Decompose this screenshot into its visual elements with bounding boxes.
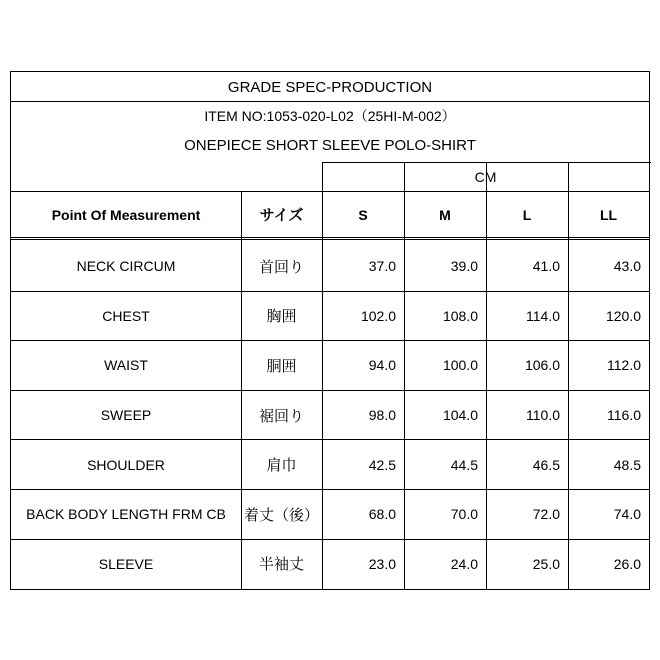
measurement-name-jp: 肩巾 — [266, 457, 297, 475]
spec-sheet — [10, 71, 650, 590]
measurement-name: CHEST — [102, 307, 150, 324]
value-m: 100.0 — [442, 357, 478, 374]
value-s: 94.0 — [368, 357, 396, 374]
measurement-name-jp: 首回り — [258, 258, 304, 276]
unit-label: CM — [474, 169, 497, 185]
value-m: 104.0 — [442, 407, 478, 424]
value-s: 37.0 — [368, 258, 396, 275]
column-header-m: M — [439, 206, 451, 223]
value-m: 39.0 — [450, 258, 478, 275]
value-ll: 120.0 — [605, 307, 641, 324]
measurement-name-jp: 胴囲 — [266, 357, 297, 375]
value-s: 23.0 — [368, 555, 396, 572]
product-name: ONEPIECE SHORT SLEEVE POLO-SHIRT — [184, 136, 476, 154]
value-m: 70.0 — [450, 506, 478, 523]
value-l: 25.0 — [532, 555, 560, 572]
value-m: 24.0 — [450, 555, 478, 572]
value-ll: 26.0 — [613, 555, 641, 572]
measurement-name: SWEEP — [100, 407, 152, 424]
measurement-name: NECK CIRCUM — [76, 258, 176, 275]
value-ll: 74.0 — [613, 506, 641, 523]
value-s: 102.0 — [360, 307, 396, 324]
value-s: 98.0 — [368, 407, 396, 424]
spec-title: GRADE SPEC-PRODUCTION — [227, 78, 433, 96]
column-header-s: S — [358, 206, 368, 223]
value-l: 72.0 — [532, 506, 560, 523]
value-m: 108.0 — [442, 307, 478, 324]
measurement-name-jp: 裾回り — [258, 407, 304, 425]
value-l: 41.0 — [532, 258, 560, 275]
item-number: ITEM NO:1053-020-L02（25HI-M-002） — [204, 108, 456, 124]
value-l: 110.0 — [526, 407, 560, 424]
column-header-l: L — [522, 206, 532, 223]
value-s: 68.0 — [368, 506, 396, 523]
column-header-pom: Point Of Measurement — [51, 206, 201, 223]
measurement-name: WAIST — [104, 357, 148, 374]
value-ll: 116.0 — [607, 407, 641, 424]
value-m: 44.5 — [450, 456, 478, 473]
measurement-name: SHOULDER — [87, 456, 165, 473]
measurement-name-jp: 半袖丈 — [258, 556, 304, 574]
measurement-name: SLEEVE — [98, 555, 154, 572]
value-ll: 48.5 — [613, 456, 641, 473]
value-ll: 112.0 — [607, 357, 641, 374]
column-header-size: サイズ — [259, 207, 304, 224]
measurement-name-jp: 着丈（後） — [243, 506, 319, 524]
column-header-ll: LL — [599, 206, 618, 223]
value-l: 106.0 — [524, 357, 560, 374]
value-l: 114.0 — [526, 307, 560, 324]
measurement-name-jp: 胸囲 — [266, 308, 297, 326]
measurement-name: BACK BODY LENGTH FRM CB — [26, 506, 226, 523]
header-divider — [11, 237, 649, 240]
value-l: 46.5 — [532, 456, 560, 473]
value-ll: 43.0 — [613, 258, 641, 275]
value-s: 42.5 — [368, 456, 396, 473]
